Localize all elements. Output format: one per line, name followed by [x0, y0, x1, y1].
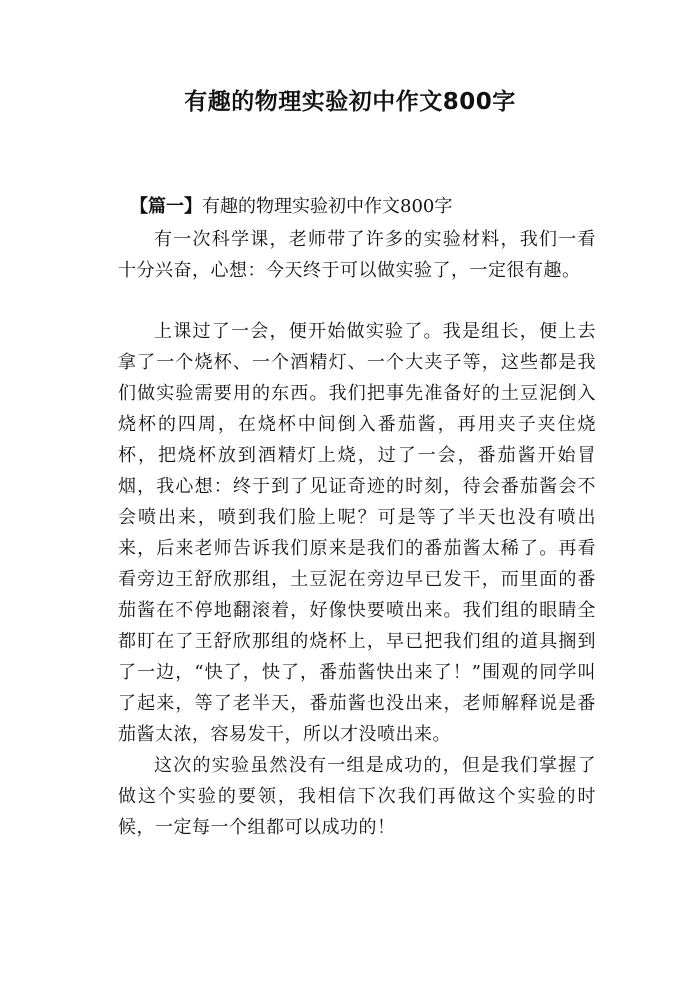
section-heading: [130, 193, 596, 220]
section-marker: 【篇一】: [130, 196, 202, 217]
section-title: 有趣的物理实验初中作文800字: [202, 196, 453, 217]
paragraph-1: 有一次科学课，老师带了许多的实验材料，我们一看十分兴奋，心想：今天终于可以做实验了，一定很有趣。: [118, 229, 596, 281]
paragraph-2: 上课过了一会，便开始做实验了。我是组长，便上去拿了一个烧杯、一个酒精灯、一个大夹子等，这些都是我们做实验需要用的东西。我们把事先准备好的土豆泥倒入烧杯的四周，在烧杯中间倒入番茄酱，再用夹子夹住烧杯，把烧杯放到酒精灯上烧，过了一会，番茄酱开始冒烟，我心想：终于到了见证奇迹的时刻，待会番茄酱会不会喷出来，喷到我们脸上呢？可是等了半天也没有喷出来，后来老师告诉我们原来是我们的番茄酱太稀了。再看看旁边王舒欣那组，土豆泥在旁边早已发干，而里面的番茄酱在不停地翻滚着，好像快要喷出来。我们组的眼睛全都盯在了王舒欣那组的烧杯上，早已把我们组的道具搁到了一边，“快了，快了，番茄酱快出来了！”围观的同学叫了起来，等了老半天，番茄酱也没出来，老师解释说是番茄酱太浓，容易发干，所以才没喷出来。: [118, 321, 596, 745]
paragraph-3: 这次的实验虽然没有一组是成功的，但是我们掌握了做这个实验的要领，我相信下次我们再做这个实验的时候，一定每一个组都可以成功的！: [118, 755, 596, 838]
document-title: 有趣的物理实验初中作文800字: [184, 89, 516, 115]
document-body: [118, 193, 596, 843]
